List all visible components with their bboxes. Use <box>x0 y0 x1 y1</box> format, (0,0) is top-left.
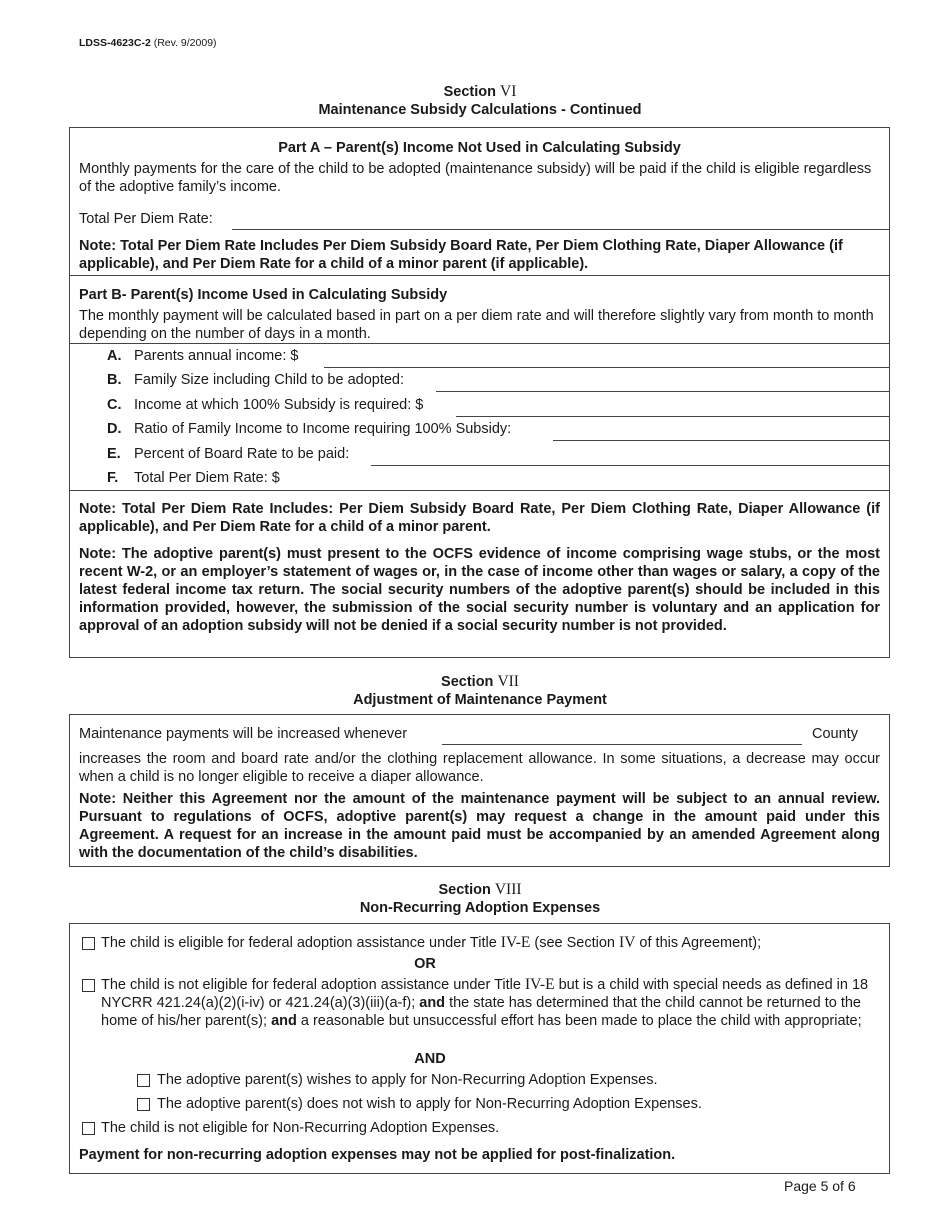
part-a-heading: Part A – Parent(s) Income Not Used in Calculating Subsidy <box>278 140 681 156</box>
maintenance-increase-text: Maintenance payments will be increased whenever <box>79 726 408 742</box>
income-row-f: F. Total Per Diem Rate: $ <box>107 470 280 486</box>
county-label: County <box>812 726 858 742</box>
not-wish-apply-checkbox[interactable] <box>137 1098 150 1111</box>
section-7-note: Note: Neither this Agreement nor the amount of the maintenance payment will be subject to an annual review. Pursuant to regulations of OCFS, adoptive parent(s) may request a change in the amount paid under this Agreement. A request for an increase in the amount paid must be accompanied by an amended Agreement along with the documentation of the child’s disabilities. <box>79 791 880 861</box>
section-6-box <box>69 127 890 658</box>
part-a-note: Note: Total Per Diem Rate Includes Per Diem Subsidy Board Rate, Per Diem Clothing Rate, Diaper Allowance (if applicable), and Per Diem Rate for a child of a minor parent (if applicable). <box>79 238 843 272</box>
part-a-body: Monthly payments for the care of the child to be adopted (maintenance subsidy) will be paid if the child is eligible regardless of the adoptive family’s income. <box>79 161 872 195</box>
not-eligible-nonrecurring-text: The child is not eligible for Non-Recurring Adoption Expenses. <box>101 1120 500 1136</box>
wishes-apply-text: The adoptive parent(s) wishes to apply for Non-Recurring Adoption Expenses. <box>157 1072 658 1088</box>
and-label: AND <box>414 1051 446 1067</box>
section-6-title: Section VI Maintenance Subsidy Calculations - Continued <box>318 83 642 118</box>
section-8-box <box>69 923 890 1174</box>
special-needs-text: The child is not eligible for federal adoption assistance under Title IV-E but is a child with special needs as defined in 18 NYCRR 421.24(a)(2)(i-iv) or 421.24(a)(3)(iii)(a-f); and the state has determined that the child cannot be returned to the home of his/her parent(s); and a reasonable but unsuccessful effort has been made to place the child with appropriate; <box>101 976 869 1029</box>
payment-note: Payment for non-recurring adoption expenses may not be applied for post-finalization. <box>79 1147 676 1163</box>
special-needs-checkbox[interactable] <box>82 979 95 992</box>
income-row-e: E. Percent of Board Rate to be paid: <box>70 442 889 466</box>
wishes-apply-checkbox[interactable] <box>137 1074 150 1087</box>
form-number: LDSS-4623C-2 (Rev. 9/2009) <box>79 37 217 49</box>
section-8-title: Section VIII Non-Recurring Adoption Expenses <box>359 881 601 916</box>
eligible-iv-e-text: The child is eligible for federal adoption assistance under Title IV-E (see Section IV of this Agreement); <box>101 934 762 951</box>
income-row-b: B. Family Size including Child to be adopted: <box>70 368 889 392</box>
not-eligible-nonrecurring-checkbox[interactable] <box>82 1122 95 1135</box>
section-7-body: increases the room and board rate and/or the clothing replacement allowance. In some situations, a decrease may occur when a child is no longer eligible to receive a diaper allowance. <box>79 751 880 785</box>
per-diem-label: Total Per Diem Rate: <box>79 211 213 227</box>
section-7-title: Section VII Adjustment of Maintenance Payment <box>353 673 607 708</box>
or-label: OR <box>414 956 436 972</box>
page-number: Page 5 of 6 <box>784 1178 856 1194</box>
part-b-heading: Part B- Parent(s) Income Used in Calculating Subsidy <box>79 287 448 303</box>
part-b-note-2: Note: The adoptive parent(s) must present to the OCFS evidence of income comprising wage stubs, or the most recent W-2, or an employer’s statement of wages or, in the case of income other than wages or salary, a copy of the latest federal income tax return. The social security numbers of the adoptive parent(s) should be included in this information provided, however, the submission of the social security number is voluntary and an application for approval of an adoption subsidy will not be denied if a social security number is not provided. <box>79 546 880 634</box>
income-row-c: C. Income at which 100% Subsidy is required: $ <box>70 393 889 417</box>
part-b-body: The monthly payment will be calculated based in part on a per diem rate and will therefore slightly vary from month to month depending on the number of days in a month. <box>79 308 874 342</box>
not-wish-apply-text: The adoptive parent(s) does not wish to apply for Non-Recurring Adoption Expenses. <box>157 1096 702 1112</box>
county-name-field[interactable] <box>442 744 802 745</box>
section-7-box <box>69 714 890 867</box>
income-ratio-field[interactable] <box>553 440 889 441</box>
family-size-field[interactable] <box>436 391 889 392</box>
part-b-note-1: Note: Total Per Diem Rate Includes: Per Diem Subsidy Board Rate, Per Diem Clothing Rate, Diaper Allowance (if applicable), and Per Diem Rate for a child of a minor parent. <box>79 501 880 535</box>
income-row-a: A. Parents annual income: $ <box>70 344 889 368</box>
eligible-iv-e-checkbox[interactable] <box>82 937 95 950</box>
per-diem-rate-field[interactable] <box>232 229 889 230</box>
income-row-d: D. Ratio of Family Income to Income requiring 100% Subsidy: <box>70 417 889 441</box>
